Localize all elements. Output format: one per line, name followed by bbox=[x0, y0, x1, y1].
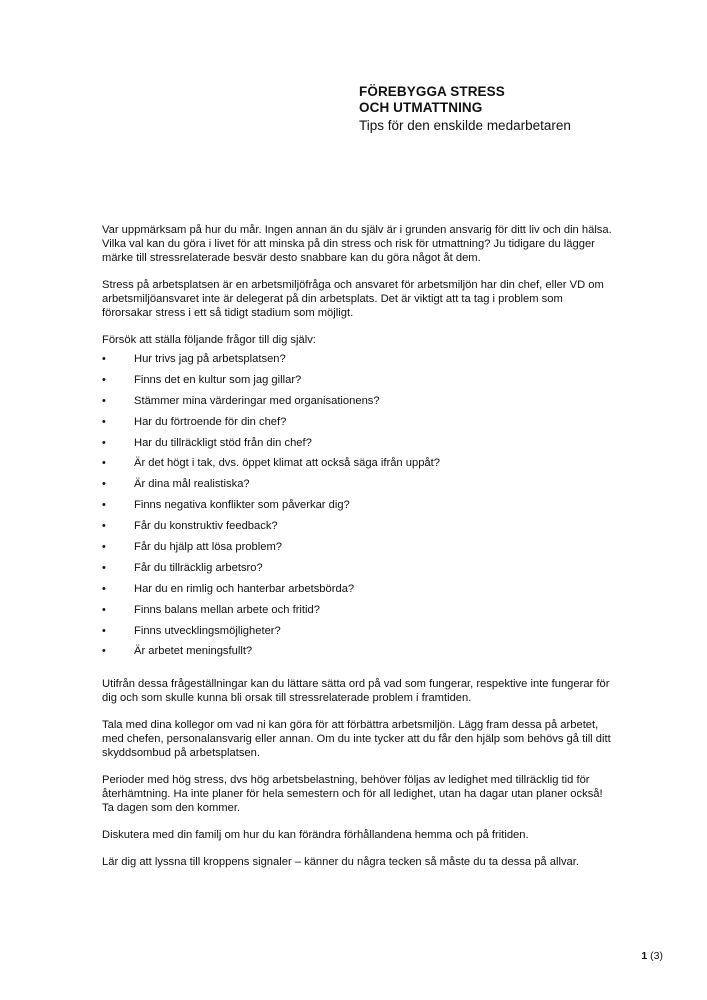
list-item-text: Stämmer mina värderingar med organisationens? bbox=[134, 394, 380, 407]
list-item bbox=[102, 603, 612, 624]
list-item bbox=[102, 540, 612, 561]
list-item-text: Får du hjälp att lösa problem? bbox=[134, 541, 283, 554]
paragraph-intro-1: Var uppmärksam på hur du mår. Ingen annan än du själv är i grunden ansvarig för ditt liv och din hälsa. Vilka val kan du göra i livet för att minska på din stress och risk för utmattning? Ju tidigare du lägger märke till stressrelaterade besvär desto snabbare kan du göra något åt dem. bbox=[102, 224, 612, 264]
bullet-icon: • bbox=[102, 603, 106, 616]
bullet-icon: • bbox=[102, 353, 106, 365]
list-item bbox=[102, 644, 612, 665]
paragraph-questions-lead: Försök att ställa följande frågor till dig själv: bbox=[102, 334, 316, 346]
list-item-text: Har du en rimlig och hanterbar arbetsbörda? bbox=[134, 582, 355, 595]
list-item bbox=[102, 624, 612, 645]
list-item-text: Är dina mål realistiska? bbox=[134, 478, 250, 491]
list-item-text: Finns negativa konflikter som påverkar dig? bbox=[134, 499, 350, 512]
page-number bbox=[641, 950, 663, 962]
bullet-icon: • bbox=[102, 624, 106, 637]
list-item bbox=[102, 456, 612, 477]
bullet-icon: • bbox=[102, 415, 106, 428]
list-item-text: Är det högt i tak, dvs. öppet klimat att också säga ifrån uppåt? bbox=[134, 457, 440, 470]
paragraph-closing-5: Lär dig att lyssna till kroppens signaler – känner du några tecken så måste du ta dessa på allvar. bbox=[102, 856, 579, 869]
page-total: (3) bbox=[650, 950, 663, 962]
list-item-text: Är arbetet meningsfullt? bbox=[134, 645, 253, 658]
bullet-icon: • bbox=[102, 457, 106, 470]
list-item-text: Finns det en kultur som jag gillar? bbox=[134, 373, 302, 386]
list-item bbox=[102, 436, 612, 457]
list-item-text: Finns utvecklingsmöjligheter? bbox=[134, 624, 281, 637]
bullet-icon: • bbox=[102, 478, 106, 491]
list-item bbox=[102, 415, 612, 436]
bullet-icon: • bbox=[102, 582, 106, 595]
bullet-icon: • bbox=[102, 436, 106, 449]
page-current: 1 bbox=[641, 950, 648, 962]
title-line-2: OCH UTMATTNING bbox=[359, 100, 483, 115]
bullet-icon: • bbox=[102, 541, 106, 554]
list-item bbox=[102, 373, 612, 394]
paragraph-intro-2: Stress på arbetsplatsen är en arbetsmiljöfråga och ansvaret för arbetsmiljön har din chef, eller VD om arbetsmiljöansvaret inte är delegerat på din arbetsplats. Det är viktigt att ta tag i problem som förorsakar stress i ett så tidigt stadium som möjligt. bbox=[102, 279, 604, 319]
list-item bbox=[102, 519, 612, 540]
list-item-text: Får du tillräcklig arbetsro? bbox=[134, 561, 263, 574]
subtitle: Tips för den enskilde medarbetaren bbox=[359, 118, 571, 133]
bullet-icon: • bbox=[102, 645, 106, 658]
bullet-icon: • bbox=[102, 520, 106, 533]
paragraph-closing-2: Tala med dina kollegor om vad ni kan göra för att förbättra arbetsmiljön. Lägg fram dessa på arbetet, med chefen, personalansvarig eller annan. Om du inte tycker att du får den hjälp som behövs gå till ditt skyddsombud på arbetsplatsen. bbox=[102, 719, 611, 760]
list-item bbox=[102, 394, 612, 415]
bullet-icon: • bbox=[102, 561, 106, 574]
list-item-text: Finns balans mellan arbete och fritid? bbox=[134, 603, 320, 616]
list-item bbox=[102, 352, 612, 373]
bullet-icon: • bbox=[102, 499, 106, 512]
title-line-1: FÖREBYGGA STRESS bbox=[359, 84, 505, 99]
list-item-text: Får du konstruktiv feedback? bbox=[134, 520, 278, 533]
document-body bbox=[102, 223, 612, 882]
list-item bbox=[102, 477, 612, 498]
list-item bbox=[102, 498, 612, 519]
list-item bbox=[102, 582, 612, 603]
list-item-text: Har du förtroende för din chef? bbox=[134, 415, 287, 428]
document-header bbox=[359, 84, 689, 134]
list-item-text: Hur trivs jag på arbetsplatsen? bbox=[134, 353, 286, 365]
paragraph-closing-1: Utifrån dessa frågeställningar kan du lättare sätta ord på vad som fungerar, respektive inte fungerar för dig och som skulle kunna bli orsak till stressrelaterade problem i framtiden. bbox=[102, 678, 610, 705]
question-list bbox=[102, 352, 612, 665]
paragraph-closing-3: Perioder med hög stress, dvs hög arbetsbelastning, behöver följas av ledighet med tillräcklig tid för återhämtning. Ha inte planer för hela semestern och för all ledighet, utan ha dagar utan planer också! Ta dagen som den kommer. bbox=[102, 774, 603, 815]
bullet-icon: • bbox=[102, 394, 106, 407]
list-item-text: Har du tillräckligt stöd från din chef? bbox=[134, 436, 312, 449]
bullet-icon: • bbox=[102, 373, 106, 386]
paragraph-closing-4: Diskutera med din familj om hur du kan förändra förhållandena hemma och på fritiden. bbox=[102, 829, 529, 842]
list-item bbox=[102, 561, 612, 582]
